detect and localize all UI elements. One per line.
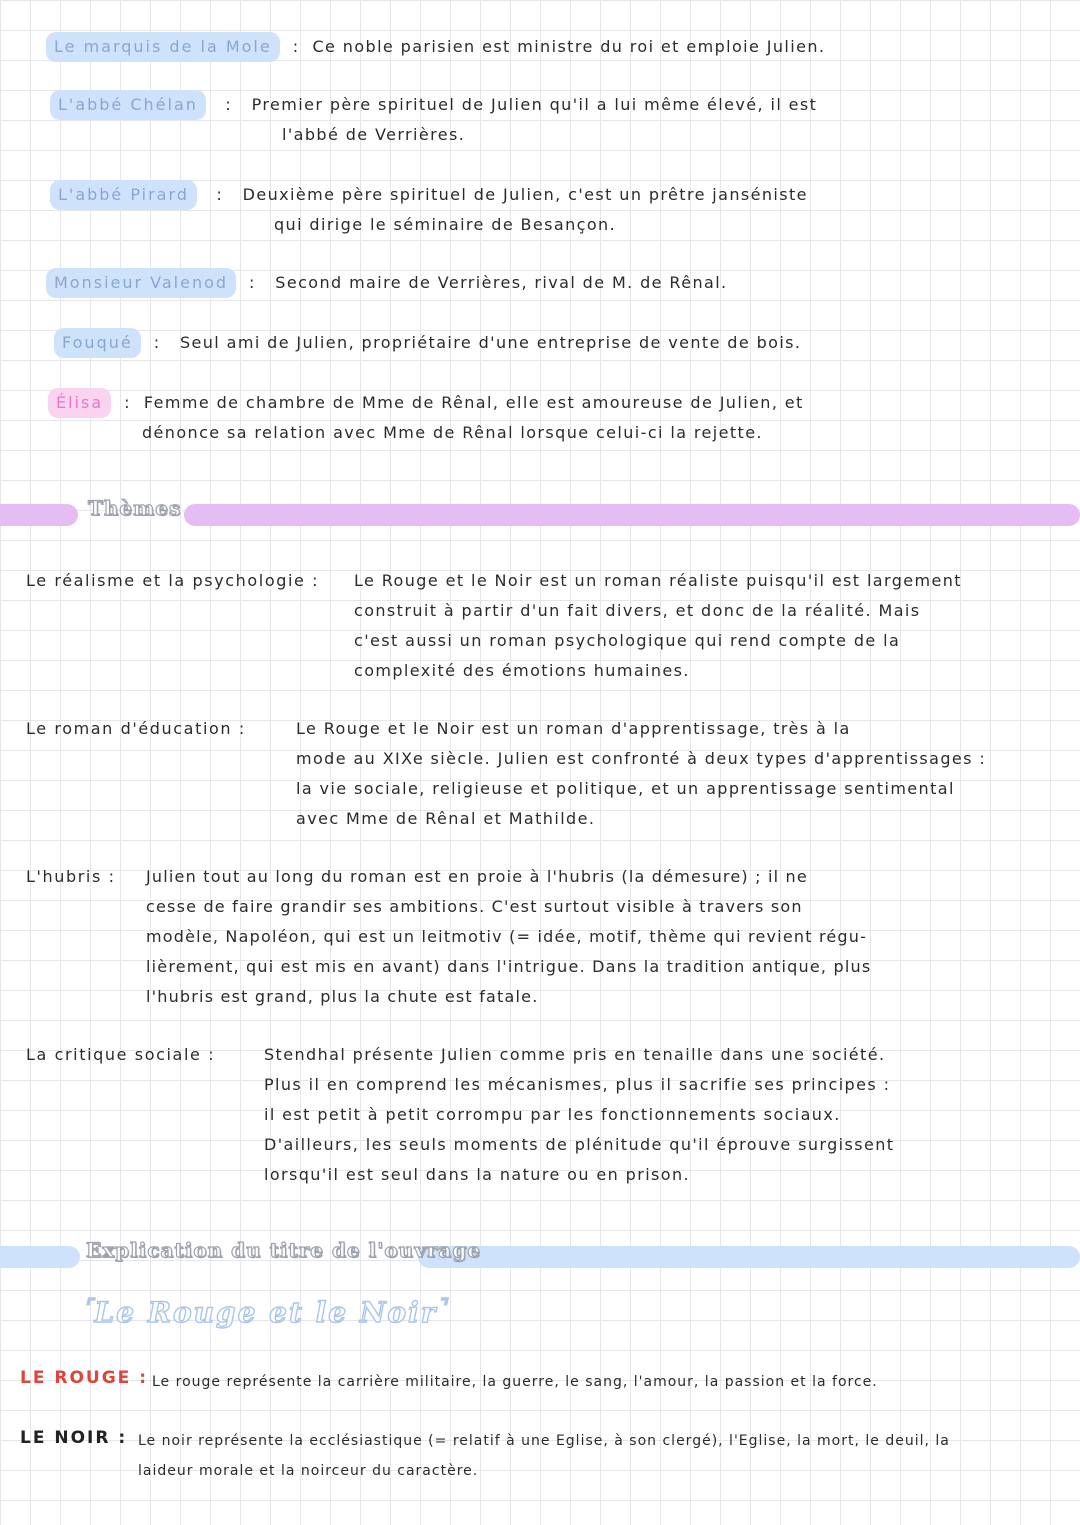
theme-line: Stendhal présente Julien comme pris en tenaille dans une société. — [264, 1045, 886, 1064]
theme-line: Julien tout au long du roman est en proie à l'hubris (la démesure) ; il ne — [146, 867, 808, 886]
theme-label: Le réalisme et la psychologie : — [26, 571, 320, 590]
theme-line: avec Mme de Rênal et Mathilde. — [296, 809, 596, 828]
character-name: Monsieur Valenod — [46, 268, 236, 298]
theme-line: complexité des émotions humaines. — [354, 661, 690, 680]
character-desc: Seul ami de Julien, propriétaire d'une entreprise de vente de bois. — [179, 333, 802, 352]
theme-line: Le Rouge et le Noir est un roman réaliste puisqu'il est largement — [354, 571, 962, 590]
character-entry — [50, 90, 817, 120]
character-colon: : — [286, 37, 306, 56]
title-banner — [0, 1238, 1080, 1268]
theme-body — [146, 862, 1070, 1012]
theme-line: Plus il en comprend les mécanismes, plus il sacrifie ses principes : — [264, 1075, 891, 1094]
theme-line: il est petit à petit corrompu par les fonctionnements sociaux. — [264, 1105, 841, 1124]
character-name: L'abbé Chélan — [50, 90, 206, 120]
banner-bar — [184, 504, 1080, 526]
banner-bar — [0, 504, 78, 526]
character-desc-line: dénonce sa relation avec Mme de Rênal lorsque celui-ci la rejette. — [142, 423, 763, 442]
character-colon: : — [203, 185, 237, 204]
theme-label: La critique sociale : — [26, 1045, 216, 1064]
noir-line: laideur morale et la noirceur du caractère. — [138, 1463, 479, 1479]
themes-banner — [0, 496, 1080, 526]
theme-body — [296, 714, 1070, 834]
noir-text — [138, 1426, 950, 1486]
section-title: Thèmes — [88, 496, 182, 520]
character-colon: : — [147, 333, 174, 352]
section-title: Explication du titre de l'ouvrage — [86, 1238, 482, 1262]
character-entry — [48, 388, 804, 418]
character-desc: Premier père spirituel de Julien qu'il a lui même élevé, il est — [251, 95, 818, 114]
character-colon: : — [117, 393, 138, 412]
theme-line: c'est aussi un roman psychologique qui rend compte de la — [354, 631, 901, 650]
theme-line: la vie sociale, religieuse et politique, et un apprentissage sentimental — [296, 779, 955, 798]
character-entry — [46, 268, 728, 298]
theme-line: l'hubris est grand, plus la chute est fatale. — [146, 987, 539, 1006]
character-colon: : — [212, 95, 246, 114]
theme-body — [354, 566, 1070, 686]
quote-mark-close: ⌝ — [437, 1296, 448, 1317]
character-name: Élisa — [48, 388, 111, 418]
character-name: L'abbé Pirard — [50, 180, 197, 210]
theme-line: D'ailleurs, les seuls moments de plénitude qu'il éprouve surgissent — [264, 1135, 895, 1154]
character-desc-line: qui dirige le séminaire de Besançon. — [274, 215, 617, 234]
theme-line: construit à partir d'un fait divers, et donc de la réalité. Mais — [354, 601, 921, 620]
quote-mark-open: ⌜ — [84, 1296, 95, 1317]
character-entry — [54, 328, 801, 358]
character-entry — [46, 32, 825, 62]
book-title-text: Le Rouge et le Noir — [94, 1296, 438, 1329]
noir-line: Le noir représente la ecclésiastique (= relatif à une Eglise, à son clergé), l'Eglise, la mort, le deuil, la — [138, 1433, 950, 1449]
character-name: Fouqué — [54, 328, 141, 358]
theme-line: cesse de faire grandir ses ambitions. C'est surtout visible à travers son — [146, 897, 803, 916]
rouge-text: Le rouge représente la carrière militaire, la guerre, le sang, l'amour, la passion et la force. — [152, 1374, 878, 1390]
character-desc: Second maire de Verrières, rival de M. de Rênal. — [275, 273, 728, 292]
noir-label: LE NOIR : — [20, 1428, 128, 1448]
theme-line: modèle, Napoléon, qui est un leitmotiv (= idée, motif, thème qui revient régu- — [146, 927, 868, 946]
banner-bar — [0, 1246, 80, 1268]
character-entry — [50, 180, 808, 210]
character-colon: : — [242, 273, 269, 292]
character-desc: Femme de chambre de Mme de Rênal, elle est amoureuse de Julien, et — [143, 393, 804, 412]
character-desc: Deuxième père spirituel de Julien, c'est un prêtre janséniste — [242, 185, 808, 204]
banner-bar — [418, 1246, 1080, 1268]
character-desc-line: l'abbé de Verrières. — [282, 125, 466, 144]
theme-line: lièrement, qui est mis en avant) dans l'intrigue. Dans la tradition antique, plus — [146, 957, 872, 976]
rouge-label: LE ROUGE : — [20, 1368, 148, 1388]
theme-body — [264, 1040, 1070, 1190]
theme-label: Le roman d'éducation : — [26, 719, 246, 738]
theme-label: L'hubris : — [26, 867, 116, 886]
character-name: Le marquis de la Mole — [46, 32, 280, 62]
book-title — [84, 1296, 448, 1329]
character-desc: Ce noble parisien est ministre du roi et emploie Julien. — [312, 37, 826, 56]
theme-line: lorsqu'il est seul dans la nature ou en prison. — [264, 1165, 691, 1184]
theme-line: mode au XIXe siècle. Julien est confronté à deux types d'apprentissages : — [296, 749, 987, 768]
theme-line: Le Rouge et le Noir est un roman d'apprentissage, très à la — [296, 719, 851, 738]
